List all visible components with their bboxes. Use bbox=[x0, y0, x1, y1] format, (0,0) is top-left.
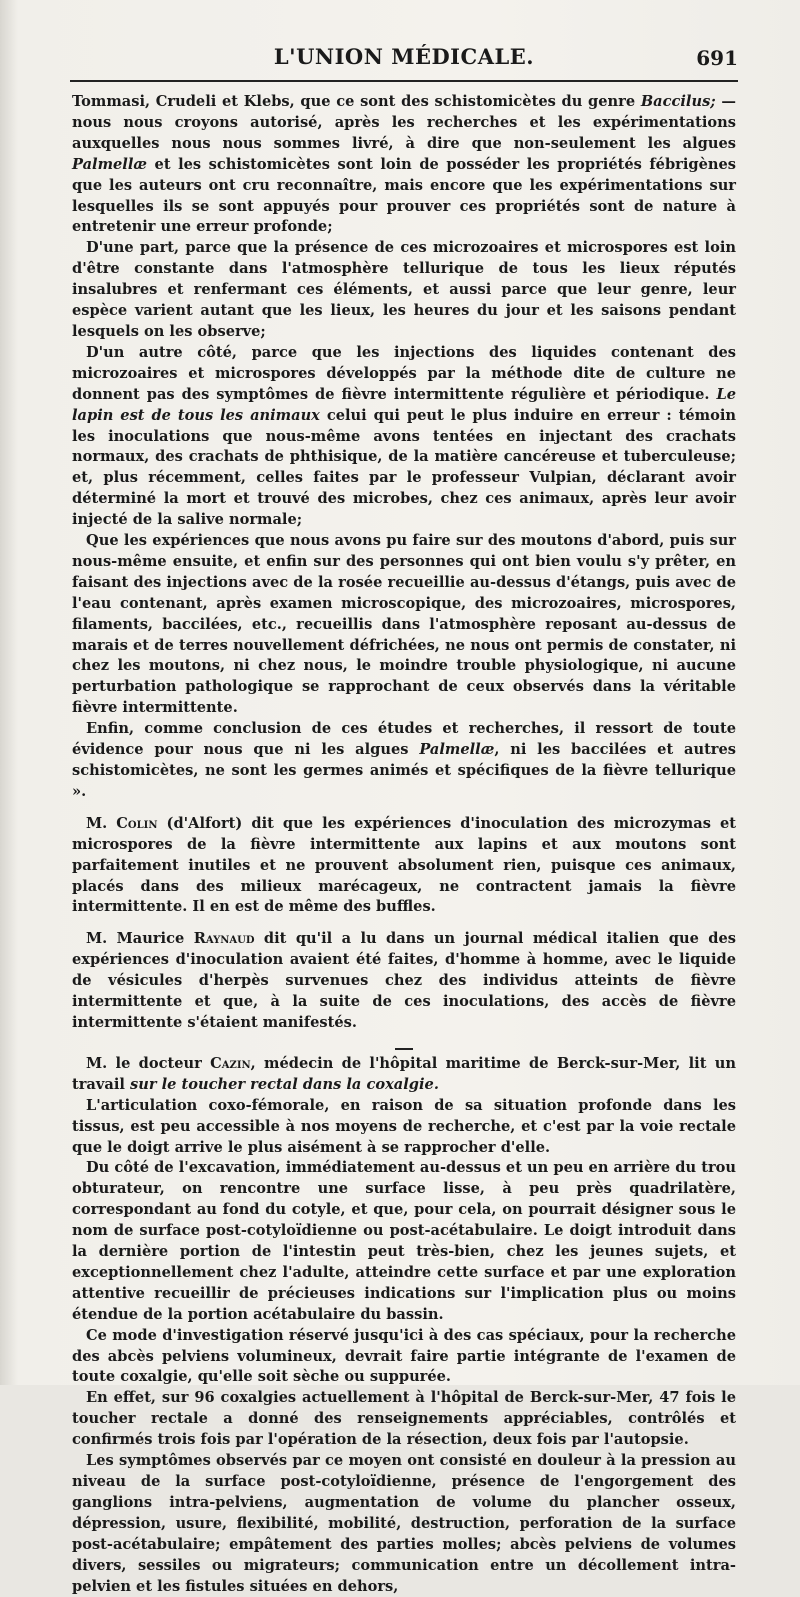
paragraph-4: Que les expériences que nous avons pu faire sur des moutons d'abord, puis sur nous-même ensuite, et enfin sur des personnes qui ont bien voulu s'y prêter, en faisant des injections avec de la rosée recueillie au-dessus d'étangs, puis avec de l'eau contenant, après examen microscopique, des microzoaires, microspores, filaments, baccilées, etc., recueillis dans l'atmosphère reposant au-dessus de marais et de terres nouvellement défrichées, ne nous ont permis de constater, ni chez les moutons, ni chez nous, le moindre trouble physiologique, ni aucune perturbation pathologique se rapprochant de ceux observés dans la véritable fièvre intermittente. bbox=[72, 532, 736, 717]
section-separator bbox=[395, 1048, 413, 1050]
text-segment: M. le docteur bbox=[86, 1054, 211, 1072]
italic-title: sur le toucher rectal dans la coxalgie. bbox=[130, 1075, 439, 1093]
text-segment: (d'Alfort) dit que les expériences d'inoculation des microzymas et microspores de la fièvre intermittente aux lapins et aux moutons sont parfaitement inutiles et ne prouvent absolument rien, puisque ces animaux, placés dans des milieux marécageux, ne contractent jamais la fièvre intermittente. Il en est de même des buffles. bbox=[72, 814, 736, 916]
header-rule bbox=[70, 80, 738, 82]
paragraph-colin bbox=[72, 814, 736, 919]
paragraph-raynaud bbox=[72, 929, 736, 1034]
text-segment: M. bbox=[86, 814, 117, 832]
paragraph-10: Du côté de l'excavation, immédiatement au-dessus et un peu en arrière du trou obturateur, on rencontre une surface lisse, à peu près quadrilatère, correspondant au fond du cotyle, et que, pour cela, on pourrait désigner sous le nom de surface post-cotyloïdienne ou post-acétabulaire. Le doigt introduit dans la dernière portion de l'intestin peut très-bien, chez les jeunes sujets, et exceptionnellement chez l'adulte, atteindre cette surface et par une exploration attentive recueillir de précieuses indications sur l'implication plus ou moins étendue de la portion acétabulaire du bassin. bbox=[72, 1159, 736, 1323]
speaker-name: Cazin bbox=[210, 1054, 251, 1072]
text-segment: celui qui peut le plus induire en erreur : témoin les inoculations que nous-même avons tentées en injectant des crachats normaux, des crachats de phthisique, de la matière cancéreuse et tuberculeuse; et, plus récemment, celles faites par le professeur Vulpian, déclarant avoir déterminé la mort et trouvé des microbes, chez ces animaux, après leur avoir injecté de la salive normale; bbox=[72, 406, 736, 529]
italic-term: Palmellæ bbox=[72, 155, 147, 173]
paragraph-9: L'articulation coxo-fémorale, en raison de sa situation profonde dans les tissus, est peu accessible à nos moyens de recherche, et c'est par la voie rectale que le doigt arrive le plus aisément à se rapprocher d'elle. bbox=[72, 1096, 736, 1156]
paragraph-3 bbox=[72, 343, 736, 531]
text-segment: et les schistomicètes sont loin de posséder les propriétés fébrigènes que les auteurs ont cru reconnaître, mais encore que les expérimentations sur lesquelles ils se sont appuyés pour prouver ces propriétés sont de nature à entretenir une erreur profonde; bbox=[72, 155, 736, 236]
paragraph-5 bbox=[72, 719, 736, 803]
text-segment: — nous nous croyons autorisé, après les recherches et les expérimentations auxquelles nous nous sommes livré, à dire que non-seulement les algues bbox=[72, 93, 736, 152]
italic-term: Baccilus; bbox=[640, 93, 716, 110]
paragraph-1 bbox=[72, 92, 736, 238]
italic-term: Palmellæ bbox=[419, 741, 495, 759]
paragraph-12: En effet, sur 96 coxalgies actuellement à l'hôpital de Berck-sur-Mer, 47 fois le toucher rectale a donné des renseignements appréciables, contrôlés et confirmés trois fois par l'opération de la résection, deux fois par l'autopsie. bbox=[72, 1389, 736, 1449]
paragraph-11: Ce mode d'investigation réservé jusqu'ici à des cas spéciaux, pour la recherche des abcès pelviens volumineux, devrait faire partie intégrante de l'examen de toute coxalgie, qu'elle soit sèche ou suppurée. bbox=[72, 1326, 736, 1386]
text-segment: dit qu'il a lu dans un journal médical italien que des expériences d'inoculation avaient été faites, d'homme à homme, avec le liquide de vésicules d'herpès survenues chez des individus atteints de fièvre intermittente et que, à la suite de ces inoculations, des accès de fièvre intermittente s'étaient manifestés. bbox=[72, 930, 736, 1031]
speaker-name: Colin bbox=[116, 814, 158, 832]
text-segment: D'un autre côté, parce que les injections des liquides contenant des microzoaires et microspores développés par la méthode dite de culture ne donnent pas des symptômes de fièvre intermittente régulière et périodique. bbox=[72, 343, 736, 403]
speaker-name: Raynaud bbox=[193, 930, 255, 948]
article-body bbox=[72, 92, 736, 1597]
running-title: L'UNION MÉDICALE. bbox=[273, 44, 535, 69]
paragraph-2: D'une part, parce que la présence de ces microzoaires et microspores est loin d'être constante dans l'atmosphère tellurique de tous les lieux réputés insalubres et renfermant ces éléments, et aussi parce que leur genre, leur espèce varient autant que les lieux, les heures du jour et les saisons pendant lesquels on les observe; bbox=[72, 239, 736, 340]
page-header bbox=[70, 44, 738, 78]
page-number: 691 bbox=[696, 46, 738, 70]
text-segment: , médecin de l'hôpital maritime de Berck-sur-Mer, lit un travail bbox=[72, 1054, 736, 1093]
text-segment: Enfin, comme conclusion de ces études et recherches, il ressort de toute évidence pour nous que ni les algues bbox=[72, 720, 736, 759]
paragraph-cazin bbox=[72, 1054, 736, 1096]
italic-phrase: Le lapin est de tous les animaux bbox=[72, 385, 736, 424]
text-segment: , ni les baccilées et autres schistomicètes, ne sont les germes animés et spécifiques de la fièvre tellurique ». bbox=[72, 741, 736, 800]
text-segment: M. Maurice bbox=[86, 930, 194, 948]
text-segment: Tommasi, Crudeli et Klebs, que ce sont des schistomicètes du genre bbox=[72, 93, 641, 110]
paragraph-13: Les symptômes observés par ce moyen ont consisté en douleur à la pression au niveau de la surface post-cotyloïdienne, présence de l'engorgement des ganglions intra-pelviens, augmentation de volume du plancher osseux, dépression, usure, flexibilité, mobilité, destruction, perforation de la surface post-acétabulaire; empâtement des parties molles; abcès pelviens de volumes divers, sessiles ou migrateurs; communication entre un décollement intra-pelvien et les fistules situées en dehors, bbox=[72, 1452, 736, 1595]
